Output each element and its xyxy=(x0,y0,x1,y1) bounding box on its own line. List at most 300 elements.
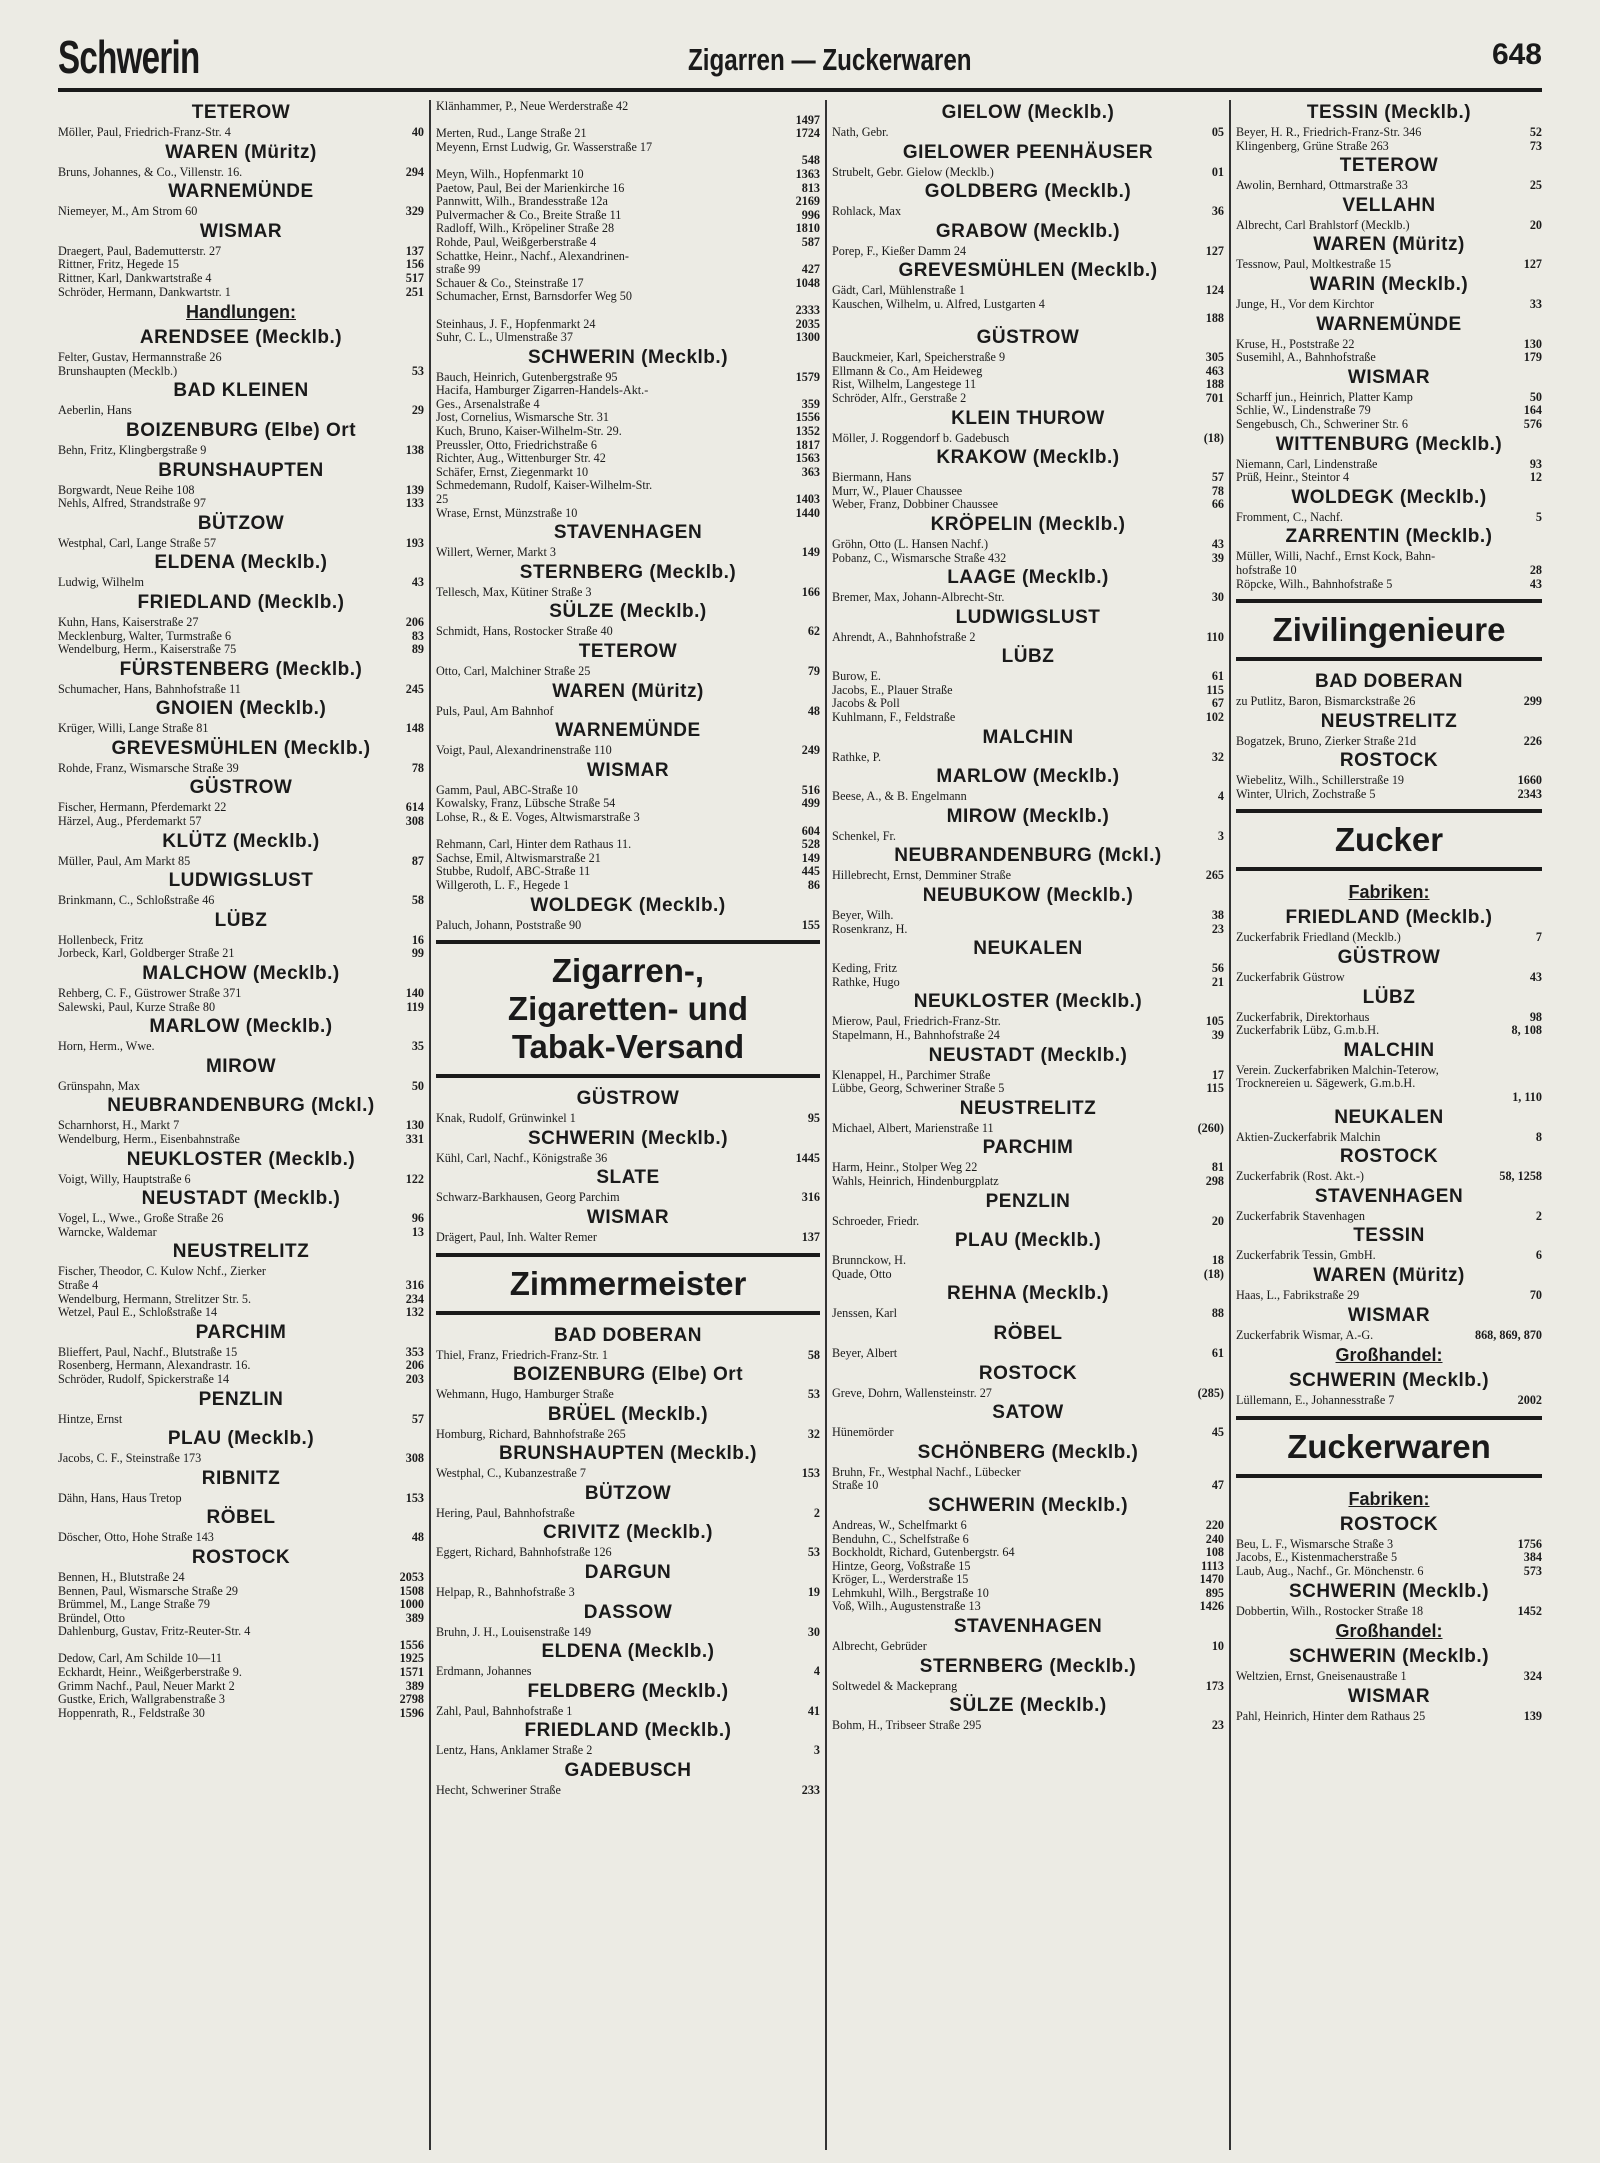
phone-number: 58, 1258 xyxy=(1499,1169,1542,1184)
listing-name: Lüllemann, E., Johannesstraße 7 xyxy=(1236,1394,1395,1408)
listing-name: Wiebelitz, Wilh., Schillerstraße 19 xyxy=(1236,774,1405,788)
listing-entry xyxy=(58,1226,424,1240)
listing-entry xyxy=(1236,258,1542,272)
listing-name: Jacobs, E., Kistenmacherstraße 5 xyxy=(1236,1551,1398,1565)
listing-entry xyxy=(436,493,820,507)
listing-entry xyxy=(436,879,820,893)
listing-entry xyxy=(1236,404,1542,418)
city-heading: KLÜTZ (Mecklb.) xyxy=(162,830,320,852)
listing-entry xyxy=(832,1719,1224,1733)
city-heading: NEUSTADT (Mecklb.) xyxy=(141,1188,341,1210)
city-heading: GREVESMÜHLEN (Mecklb.) xyxy=(898,260,1158,282)
phone-number: 40 xyxy=(411,125,424,139)
listing-name: Pannwitt, Wilh., Brandesstraße 12a xyxy=(436,195,608,209)
listing-name: Wehmann, Hugo, Hamburger Straße xyxy=(436,1388,614,1402)
listing-entry xyxy=(832,711,1224,725)
phone-number: 179 xyxy=(1523,350,1542,365)
listing-entry xyxy=(832,166,1224,180)
subsection-heading: Großhandel: xyxy=(1335,1621,1443,1642)
listing-entry xyxy=(832,498,1224,512)
listing-entry xyxy=(58,894,424,908)
listing-entry xyxy=(1236,1329,1542,1343)
listing-entry xyxy=(436,811,820,825)
city-heading: SCHWERIN (Mecklb.) xyxy=(1288,1646,1490,1668)
city-heading: BÜTZOW xyxy=(584,1482,672,1504)
phone-number: 226 xyxy=(1523,733,1542,748)
listing-entry xyxy=(58,947,424,961)
phone-number: 86 xyxy=(807,877,820,892)
city-heading: WAREN (Müritz) xyxy=(1313,1265,1465,1286)
phone-number: 427 xyxy=(801,262,820,277)
listing-entry xyxy=(436,1191,820,1205)
listing-entry xyxy=(1236,1077,1542,1091)
city-heading: SCHWERIN (Mecklb.) xyxy=(527,1127,729,1149)
listing-name: Rohde, Franz, Wismarsche Straße 39 xyxy=(58,761,239,775)
listing-entry xyxy=(436,546,820,560)
phone-number: 57 xyxy=(411,1411,424,1426)
city-heading: WAREN (Müritz) xyxy=(1313,234,1465,256)
category-heading: Zuckerwaren xyxy=(1236,1416,1542,1478)
city-heading: NEUSTRELITZ xyxy=(959,1097,1097,1119)
listing-entry xyxy=(832,205,1224,219)
listing-name: Andreas, W., Schelfmarkt 6 xyxy=(832,1518,967,1532)
city-heading: LÜBZ xyxy=(1001,646,1055,668)
phone-number: 701 xyxy=(1205,390,1224,405)
listing-name: Brunshaupten (Mecklb.) xyxy=(58,364,178,378)
phone-number: 53 xyxy=(807,1545,820,1560)
listing-entry xyxy=(58,643,424,657)
listing-name: Kruse, H., Poststraße 22 xyxy=(1236,337,1355,351)
phone-number: 166 xyxy=(801,584,820,599)
listing-name: Draegert, Paul, Bademutterstr. 27 xyxy=(58,244,222,258)
listing-entry xyxy=(58,1373,424,1387)
listing-entry xyxy=(832,1533,1224,1547)
phone-number: 1925 xyxy=(399,1651,424,1666)
phone-number: 813 xyxy=(801,180,820,195)
listing-name: Prüß, Heinr., Steintor 4 xyxy=(1236,471,1350,485)
phone-number: 316 xyxy=(405,1277,424,1292)
listing-name: Zuckerfabrik Tessin, GmbH. xyxy=(1236,1249,1376,1263)
phone-number: 233 xyxy=(801,1783,820,1798)
city-heading: NEUSTRELITZ xyxy=(172,1241,310,1263)
listing-name: Lübbe, Georg, Schweriner Straße 5 xyxy=(832,1082,1005,1096)
phone-number: 2 xyxy=(1535,1208,1542,1223)
listing-entry xyxy=(832,1215,1224,1229)
column-divider xyxy=(825,100,827,2150)
listing-entry xyxy=(58,245,424,259)
category-heading: Zucker xyxy=(1236,809,1542,871)
city-heading: BÜTZOW xyxy=(197,512,285,534)
phone-number: 39 xyxy=(1211,550,1224,565)
phone-number: 1470 xyxy=(1199,1572,1224,1587)
phone-number: 1000 xyxy=(399,1597,424,1612)
listing-entry xyxy=(436,384,820,398)
phone-number: 57 xyxy=(1211,470,1224,485)
listing-name: Ahrendt, A., Bahnhofstraße 2 xyxy=(832,630,976,644)
listing-name: Bruns, Johannes, & Co., Villenstr. 16. xyxy=(58,165,243,179)
listing-entry xyxy=(436,263,820,277)
listing-name: Hecht, Schweriner Straße xyxy=(436,1784,561,1798)
phone-number: 132 xyxy=(405,1305,424,1320)
listing-name: Schröder, Hermann, Dankwartstr. 1 xyxy=(58,285,231,299)
phone-number: 1, 110 xyxy=(1512,1090,1542,1105)
phone-number: 463 xyxy=(1205,363,1224,378)
listing-entry xyxy=(1236,1710,1542,1724)
listing-name: Laub, Aug., Nachf., Gr. Mönchenstr. 6 xyxy=(1236,1564,1424,1578)
listing-entry xyxy=(58,801,424,815)
listing-name: Horn, Herm., Wwe. xyxy=(58,1040,155,1054)
listing-name: Paluch, Johann, Poststraße 90 xyxy=(436,918,582,932)
listing-name: Ellmann & Co., Am Heideweg xyxy=(832,364,983,378)
phone-number: 1810 xyxy=(795,221,820,236)
city-heading: ROSTOCK xyxy=(1339,750,1439,772)
listing-entry xyxy=(436,1507,820,1521)
phone-number: 1497 xyxy=(795,112,820,127)
listing-entry xyxy=(1236,179,1542,193)
phone-number: 1440 xyxy=(795,505,820,520)
city-heading: SÜLZE (Mecklb.) xyxy=(549,601,707,623)
listing-name: Richter, Aug., Wittenburger Str. 42 xyxy=(436,452,606,466)
listing-entry xyxy=(832,1069,1224,1083)
listing-entry xyxy=(1236,471,1542,485)
listing-name: Beyer, Albert xyxy=(832,1346,898,1360)
listing-entry xyxy=(832,1546,1224,1560)
listing-entry xyxy=(58,815,424,829)
listing-name: Sachse, Emil, Altwismarstraße 21 xyxy=(436,851,601,865)
city-heading: GREVESMÜHLEN (Mecklb.) xyxy=(111,737,371,759)
city-heading: FRIEDLAND (Mecklb.) xyxy=(524,1720,732,1742)
city-heading: TETEROW xyxy=(191,102,291,123)
listing-entry xyxy=(1236,140,1542,154)
listing-name: Klänhammer, P., Neue Werderstraße 42 xyxy=(436,100,629,113)
listing-entry xyxy=(832,923,1224,937)
listing-entry xyxy=(58,1639,424,1653)
city-heading: PARCHIM xyxy=(195,1321,287,1343)
phone-number: 206 xyxy=(405,614,424,629)
listing-name: 25 xyxy=(436,493,449,507)
phone-number: 1556 xyxy=(795,410,820,425)
listing-name: Kühl, Carl, Nachf., Königstraße 36 xyxy=(436,1151,608,1165)
listing-name: Verein. Zuckerfabriken Malchin-Teterow, xyxy=(1236,1063,1439,1077)
listing-name: Beyer, Wilh. xyxy=(832,909,894,923)
phone-number: 249 xyxy=(801,743,820,758)
listing-entry xyxy=(58,1612,424,1626)
phone-number: 25 xyxy=(1529,178,1542,193)
listing-name: Lohse, R., & E. Voges, Altwismarstraße 3 xyxy=(436,810,640,824)
city-heading: NEUBRANDENBURG (Mckl.) xyxy=(894,845,1162,867)
listing-name: Nath, Gebr. xyxy=(832,126,889,139)
listing-entry xyxy=(832,684,1224,698)
listing-name: Porep, F., Kießer Damm 24 xyxy=(832,244,967,258)
listing-entry xyxy=(58,365,424,379)
city-heading: GIELOW (Mecklb.) xyxy=(941,102,1115,123)
city-heading: GÜSTROW xyxy=(1337,947,1441,969)
listing-entry xyxy=(1236,1131,1542,1145)
city-heading: GÜSTROW xyxy=(189,777,293,799)
listing-name: Hillebrecht, Ernst, Demminer Straße xyxy=(832,869,1012,883)
phone-number: 1452 xyxy=(1517,1603,1542,1618)
listing-name: Gustke, Erich, Wallgrabenstraße 3 xyxy=(58,1693,225,1707)
listing-entry xyxy=(1236,391,1542,405)
phone-number: 33 xyxy=(1529,296,1542,311)
listing-name: Mierow, Paul, Friedrich-Franz-Str. xyxy=(832,1015,1001,1029)
listing-entry xyxy=(832,1600,1224,1614)
listing-entry xyxy=(58,1598,424,1612)
phone-number: 70 xyxy=(1529,1288,1542,1302)
listing-name: Jost, Cornelius, Wismarsche Str. 31 xyxy=(436,411,609,425)
phone-number: 88 xyxy=(1211,1306,1224,1321)
listing-entry xyxy=(58,126,424,140)
listing-name: Kuhlmann, F., Feldstraße xyxy=(832,711,956,725)
listing-name: Warncke, Waldemar xyxy=(58,1225,157,1239)
listing-name: Radloff, Wilh., Kröpeliner Straße 28 xyxy=(436,222,615,236)
phone-number: 188 xyxy=(1205,377,1224,392)
city-heading: DARGUN xyxy=(584,1562,672,1584)
listing-entry xyxy=(832,1082,1224,1096)
listing-name: Awolin, Bernhard, Ottmarstraße 33 xyxy=(1236,179,1408,193)
city-heading: WISMAR xyxy=(586,759,670,781)
listing-name: Röpcke, Wilh., Bahnhofstraße 5 xyxy=(1236,577,1393,591)
listing-name: Beyer, H. R., Friedrich-Franz-Str. 346 xyxy=(1236,126,1422,139)
listing-name: Aktien-Zuckerfabrik Malchin xyxy=(1236,1130,1381,1144)
city-heading: WISMAR xyxy=(1347,1685,1431,1707)
city-heading: GRABOW (Mecklb.) xyxy=(935,220,1121,242)
listing-entry xyxy=(1236,1394,1542,1408)
phone-number: 38 xyxy=(1211,908,1224,923)
phone-number: 108 xyxy=(1205,1545,1224,1560)
listing-entry xyxy=(436,852,820,866)
phone-number: 1363 xyxy=(795,166,820,181)
phone-number: 78 xyxy=(411,760,424,775)
city-heading: ELDENA (Mecklb.) xyxy=(541,1641,715,1663)
listing-name: Wendelburg, Hermann, Strelitzer Str. 5. xyxy=(58,1292,252,1306)
listing-entry xyxy=(436,154,820,168)
listing-entry xyxy=(58,855,424,869)
listing-name: Paetow, Paul, Bei der Marienkirche 16 xyxy=(436,181,625,195)
phone-number: 115 xyxy=(1206,682,1224,697)
listing-entry xyxy=(58,616,424,630)
listing-entry xyxy=(832,1161,1224,1175)
listing-name: Schattke, Heinr., Nachf., Alexandrinen- xyxy=(436,249,629,263)
listing-entry xyxy=(58,444,424,458)
phone-number: 93 xyxy=(1529,456,1542,471)
listing-name: Lehmkuhl, Wilh., Bergstraße 10 xyxy=(832,1586,989,1600)
city-heading: SCHÖNBERG (Mecklb.) xyxy=(917,1441,1139,1463)
phone-number: 01 xyxy=(1211,164,1224,179)
city-heading: LÜBZ xyxy=(214,909,268,931)
phone-number: 895 xyxy=(1205,1585,1224,1600)
phone-number: 308 xyxy=(405,814,424,829)
phone-number: 96 xyxy=(411,1211,424,1226)
listing-entry xyxy=(58,1346,424,1360)
listing-name: Dähn, Hans, Haus Tretop xyxy=(58,1491,182,1505)
listing-entry xyxy=(1236,1605,1542,1619)
listing-entry xyxy=(436,466,820,480)
phone-number: 4 xyxy=(813,1664,820,1679)
listing-name: Gädt, Carl, Mühlenstraße 1 xyxy=(832,284,966,298)
listing-name: Bennen, H., Blutstraße 24 xyxy=(58,1570,185,1584)
listing-entry xyxy=(58,1306,424,1320)
city-heading: ROSTOCK xyxy=(1339,1513,1439,1535)
listing-name: Lentz, Hans, Anklamer Straße 2 xyxy=(436,1744,593,1758)
phone-number: 206 xyxy=(405,1358,424,1373)
phone-number: 98 xyxy=(1529,1009,1542,1024)
city-heading: SCHWERIN (Mecklb.) xyxy=(527,346,729,368)
listing-entry xyxy=(58,1625,424,1639)
city-heading: WOLDEGK (Mecklb.) xyxy=(530,894,726,916)
listing-name: Zuckerfabrik Lübz, G.m.b.H. xyxy=(1236,1024,1380,1038)
city-heading: BRÜEL (Mecklb.) xyxy=(547,1403,709,1425)
city-heading: MALCHIN xyxy=(982,726,1074,748)
phone-number: 13 xyxy=(411,1224,424,1239)
listing-name: Hoppenrath, R., Feldstraße 30 xyxy=(58,1706,205,1720)
listing-name: Niemann, Carl, Lindenstraße xyxy=(1236,457,1378,471)
city-heading: RÖBEL xyxy=(206,1507,276,1529)
listing-name: Fischer, Theodor, C. Kulow Nchf., Zierker xyxy=(58,1265,266,1279)
listing-name: Dobbertin, Wilh., Rostocker Straße 18 xyxy=(1236,1604,1424,1618)
listing-entry xyxy=(436,398,820,412)
phone-number: 39 xyxy=(1211,1028,1224,1042)
listing-entry xyxy=(832,1426,1224,1440)
phone-number: 119 xyxy=(406,999,424,1014)
listing-name: Knak, Rudolf, Grünwinkel 1 xyxy=(436,1112,576,1126)
listing-name: Steinhaus, J. F., Hopfenmarkt 24 xyxy=(436,317,596,331)
city-heading: BAD KLEINEN xyxy=(173,380,309,402)
listing-name: Westphal, C., Kubanzestraße 7 xyxy=(436,1467,586,1481)
listing-entry xyxy=(436,304,820,318)
city-heading: BOIZENBURG (Elbe) Ort xyxy=(512,1364,744,1386)
listing-name: Brunnckow, H. xyxy=(832,1254,907,1268)
phone-number: 124 xyxy=(1205,283,1224,298)
listing-name: Willgeroth, L. F., Hegede 1 xyxy=(436,878,570,892)
listing-entry xyxy=(58,1359,424,1373)
phone-number: 29 xyxy=(411,403,424,418)
city-heading: WARNEMÜNDE xyxy=(555,720,701,742)
city-heading: GADEBUSCH xyxy=(564,1760,692,1782)
listing-name: Albrecht, Carl Brahlstorf (Mecklb.) xyxy=(1236,218,1410,232)
listing-name: Harm, Heinr., Stolper Weg 22 xyxy=(832,1161,978,1175)
listing-name: Bennen, Paul, Wismarsche Straße 29 xyxy=(58,1584,239,1598)
phone-number: 153 xyxy=(801,1466,820,1481)
phone-number: 2798 xyxy=(399,1692,424,1707)
phone-number: 148 xyxy=(405,721,424,736)
phone-number: 1445 xyxy=(795,1150,820,1165)
phone-number: 193 xyxy=(405,535,424,550)
listing-name: Helpap, R., Bahnhofstraße 3 xyxy=(436,1586,575,1600)
listing-name: Zuckerfabrik Stavenhagen xyxy=(1236,1209,1365,1223)
city-heading: PENZLIN xyxy=(198,1388,284,1410)
listing-name: Murr, W., Plauer Chaussee xyxy=(832,484,963,498)
listing-entry xyxy=(436,1744,820,1758)
listing-entry xyxy=(832,126,1224,140)
phone-number: 30 xyxy=(807,1624,820,1639)
listing-name: Eggert, Richard, Bahnhofstraße 126 xyxy=(436,1546,612,1560)
city-heading: GÜSTROW xyxy=(576,1088,680,1110)
phone-number: 1596 xyxy=(399,1705,424,1720)
listing-entry xyxy=(832,1680,1224,1694)
listing-entry xyxy=(58,1492,424,1506)
phone-number: 1048 xyxy=(795,275,820,290)
listing-entry xyxy=(832,1519,1224,1533)
listing-entry xyxy=(436,236,820,250)
listing-name: Bohm, H., Tribseer Straße 295 xyxy=(832,1719,982,1733)
listing-entry xyxy=(832,298,1224,312)
listing-entry xyxy=(58,762,424,776)
listing-entry xyxy=(1236,695,1542,709)
listing-name: Krüger, Willi, Lange Straße 81 xyxy=(58,722,209,736)
phone-number: 23 xyxy=(1211,921,1224,936)
listing-name: Homburg, Richard, Bahnhofstraße 265 xyxy=(436,1427,626,1441)
listing-name: Bauch, Heinrich, Gutenbergstraße 95 xyxy=(436,370,618,384)
columns xyxy=(58,100,1542,2150)
listing-entry xyxy=(436,331,820,345)
listing-entry xyxy=(832,1560,1224,1574)
listing-entry xyxy=(832,1573,1224,1587)
listing-name: Müller, Paul, Am Markt 85 xyxy=(58,854,191,868)
listing-name: Ludwig, Wilhelm xyxy=(58,576,144,590)
listing-name: Schenkel, Fr. xyxy=(832,829,896,843)
phone-number: 353 xyxy=(405,1344,424,1359)
listing-entry xyxy=(58,1452,424,1466)
listing-entry xyxy=(436,838,820,852)
listing-entry xyxy=(436,665,820,679)
listing-entry xyxy=(58,404,424,418)
city-heading: WARNEMÜNDE xyxy=(168,181,314,203)
listing-name: Rosenberg, Hermann, Alexandrastr. 16. xyxy=(58,1359,251,1373)
page-number: 648 xyxy=(1491,38,1542,71)
phone-number: 43 xyxy=(1529,576,1542,591)
listing-entry xyxy=(58,683,424,697)
listing-entry xyxy=(832,1479,1224,1493)
listing-name: Jacobs, E., Plauer Straße xyxy=(832,683,953,697)
listing-entry xyxy=(1236,1011,1542,1025)
city-heading: SCHWERIN (Mecklb.) xyxy=(927,1494,1129,1516)
listing-name: Suhr, C. L., Ulmenstraße 37 xyxy=(436,331,573,345)
listing-name: Haas, L., Fabrikstraße 29 xyxy=(1236,1289,1360,1302)
listing-entry xyxy=(436,507,820,521)
listing-entry xyxy=(832,1307,1224,1321)
city-heading: GOLDBERG (Mecklb.) xyxy=(924,181,1132,203)
listing-name: Felter, Gustav, Hermannstraße 26 xyxy=(58,351,222,365)
city-heading: NEUBRANDENBURG (Mckl.) xyxy=(107,1095,375,1117)
phone-number: 3 xyxy=(813,1743,820,1758)
listing-entry xyxy=(1236,774,1542,788)
city-heading: NEUKLOSTER (Mecklb.) xyxy=(913,991,1143,1013)
category-heading: Zimmermeister xyxy=(436,1253,820,1315)
phone-number: 43 xyxy=(1211,536,1224,551)
city-heading: STAVENHAGEN xyxy=(1314,1185,1464,1207)
listing-entry xyxy=(58,537,424,551)
phone-number: 245 xyxy=(405,681,424,696)
phone-number: 50 xyxy=(411,1078,424,1093)
listing-name: Möller, Paul, Friedrich-Franz-Str. 4 xyxy=(58,126,231,139)
listing-name: Jacobs, C. F., Steinstraße 173 xyxy=(58,1452,202,1466)
listing-name: Bruhn, Fr., Westphal Nachf., Lübecker xyxy=(832,1465,1021,1479)
phone-number: 5 xyxy=(1535,509,1542,524)
city-heading: PLAU (Mecklb.) xyxy=(167,1428,315,1450)
listing-entry xyxy=(832,869,1224,883)
listing-name: Aeberlin, Hans xyxy=(58,404,132,418)
listing-name: Rosenkranz, H. xyxy=(832,922,908,936)
phone-number: 115 xyxy=(1206,1081,1224,1096)
city-heading: VELLAHN xyxy=(1342,194,1436,216)
phone-number: 139 xyxy=(405,482,424,497)
phone-number: 140 xyxy=(405,986,424,1001)
city-heading: FELDBERG (Mecklb.) xyxy=(527,1680,729,1702)
listing-entry xyxy=(58,1080,424,1094)
listing-entry xyxy=(1236,1210,1542,1224)
phone-number: 20 xyxy=(1529,217,1542,232)
